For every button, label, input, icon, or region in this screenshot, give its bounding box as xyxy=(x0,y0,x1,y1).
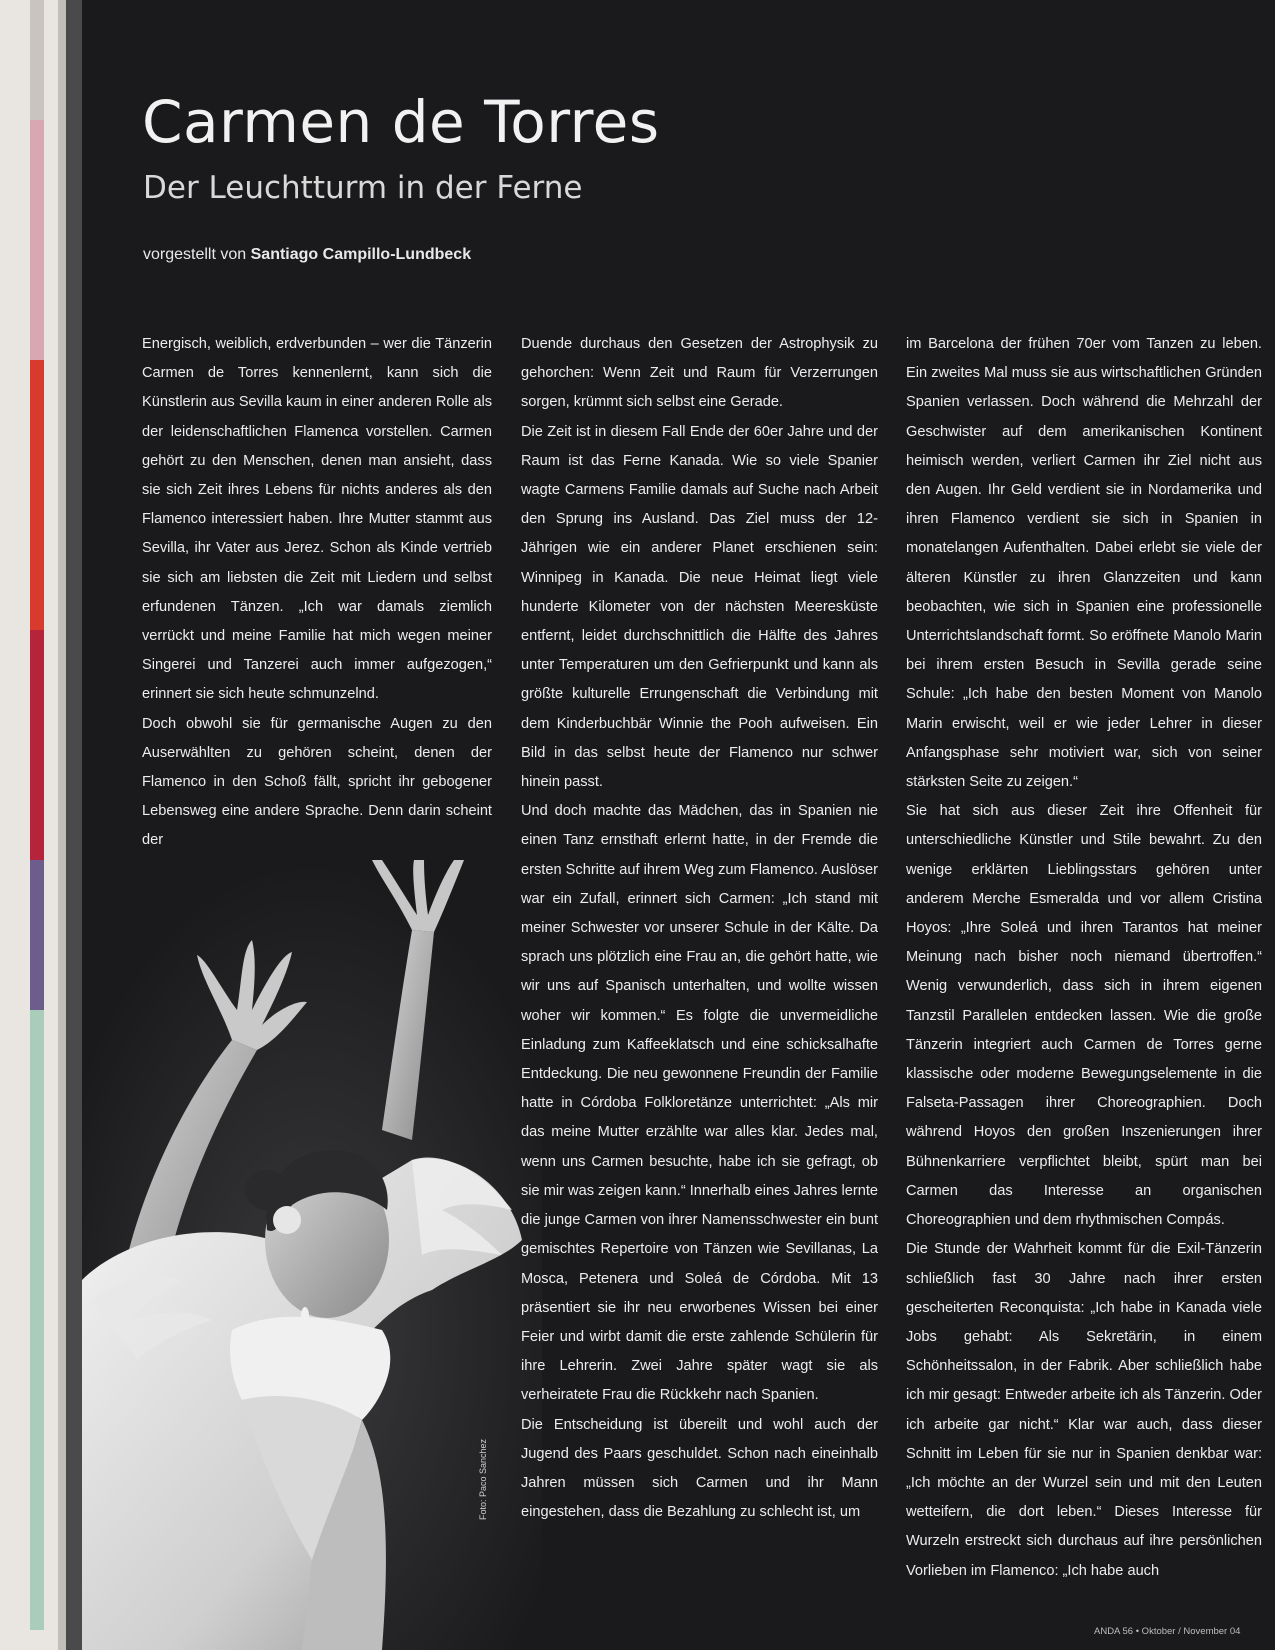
paragraph: Doch obwohl sie für germanische Augen zu den Auserwählten zu gehören scheint, denen der Flamenco in den Schoß fällt, spricht ihr gebogener Lebensweg eine andere Sprache. Denn darin scheint der xyxy=(142,715,492,849)
paragraph: Die Entscheidung ist übereilt und wohl auch der Jugend des Paars geschuldet. Schon nach eineinhalb Jahren müssen sich Carmen und ihr Mann eingestehen, dass die Bezahlung zu schlecht ist, um xyxy=(521,1416,878,1521)
page-footer: ANDA 56 • Oktober / November 04 xyxy=(1094,1626,1241,1637)
article-column-3 xyxy=(906,330,1262,1586)
spine-band xyxy=(30,1010,44,1630)
byline xyxy=(143,246,471,264)
spine-band xyxy=(30,630,44,860)
dancer-photo xyxy=(82,860,542,1650)
article-column-1 xyxy=(142,330,492,856)
byline-author: Santiago Campillo-Lundbeck xyxy=(250,246,472,263)
spine-band xyxy=(30,360,44,630)
page-edge xyxy=(58,0,66,1650)
paragraph: Sie hat sich aus dieser Zeit ihre Offenheit für unterschiedliche Künstler und Stile bewahrt. Zu den wenige erklärten Lieblingsstars gehören unter anderem Merche Esmeralda und vor allem Cristina Hoyos: „Ihre Soleá und ihren Tarantos hat meiner Meinung nach bisher noch niemand übertroffen.“ Wenig verwunderlich, dass sich in ihrem eigenen Tanzstil Parallelen entdecken lassen. Wie die große Tänzerin integriert auch Carmen de Torres gerne klassische oder moderne Bewegungselemente in die Falseta-Passagen ihrer Choreographien. Doch während Hoyos den großen Inszenierungen ihrer Bühnenkarriere verpflichtet bleibt, spürt man bei Carmen das Interesse an organischen Choreographien und dem rhythmischen Compás. xyxy=(906,803,1262,1229)
page-binding xyxy=(0,0,82,1650)
spine-band xyxy=(30,120,44,360)
article-subtitle: Der Leuchtturm in der Ferne xyxy=(143,170,583,206)
paragraph: Duende durchaus den Gesetzen der Astrophysik zu gehorchen: Wenn Zeit und Raum für Verzerrungen sorgen, krümmt sich selbst eine Gerade. xyxy=(521,336,878,411)
paragraph: Und doch machte das Mädchen, das in Spanien nie einen Tanz ernsthaft erlernt hatte, in der Fremde die ersten Schritte auf ihrem Weg zum Flamenco. Auslöser war ein Zufall, erinnert sich Carmen: „Ich stand mit meiner Schwester vor unserer Schule in der Kälte. Da sprach uns plötzlich eine Frau an, die gehört hatte, wie wir uns auf Spanisch unterhalten, und wollte wissen woher wir kommen.“ Es folgte die unvermeidliche Einladung zum Kaffeeklatsch und eine schicksalhafte Entdeckung. Die neu gewonnene Freundin der Familie hatte in Córdoba Folkloretänze unterrichtet: „Als mir das meine Mutter erzählte war alles klar. Jedes mal, wenn uns Carmen besuchte, habe ich sie gefragt, ob sie mir was zeigen kann.“ Innerhalb eines Jahres lernte die junge Carmen von ihrer Namensschwester ein bunt gemischtes Repertoire von Tänzen wie Sevillanas, La Mosca, Petenera und Soleá de Córdoba. Mit 13 präsentiert sie ihr neu erworbenes Wissen bei einer Feier und wirbt damit die erste zahlende Schülerin für ihre Lehrerin. Zwei Jahre später wagt sie als verheiratete Frau die Rückkehr nach Spanien. xyxy=(521,803,878,1404)
paragraph: Energisch, weiblich, erdverbunden – wer die Tänzerin Carmen de Torres kennenlernt, kann sich die Künstlerin aus Sevilla kaum in einer anderen Rolle als der leidenschaftlichen Flamenca vorstellen. Carmen gehört zu den Menschen, denen man ansieht, dass sie sich Zeit ihres Lebens für nichts anderes als den Flamenco interessiert haben. Ihre Mutter stammt aus Sevilla, ihr Vater aus Jerez. Schon als Kinde vertrieb sie sich am liebsten die Zeit mit Liedern und selbst erfundenen Tänzen. „Ich war damals ziemlich verrückt und meine Familie hat mich wegen meiner Singerei und Tanzerei auch immer aufgezogen,“ erinnert sie sich heute schmunzelnd. xyxy=(142,336,492,703)
paragraph: im Barcelona der frühen 70er vom Tanzen zu leben. Ein zweites Mal muss sie aus wirtschaftlichen Gründen Spanien verlassen. Doch während die Mehrzahl der Geschwister auf dem amerikanischen Kontinent heimisch werden, verliert Carmen ihr Ziel nicht aus den Augen. Ihr Geld verdient sie in Nordamerika und ihren Flamenco verdient sie sich in Spanien in monatelangen Aufenthalten. Dabei erlebt sie viele der älteren Künstler zu ihren Glanzzeiten und kann beobachten, wie sich in Spanien eine professionelle Unterrichtslandschaft formt. So eröffnete Manolo Marin bei ihrem ersten Besuch in Sevilla gerade seine Schule: „Ich habe den besten Moment von Manolo Marin erwischt, weil er wie jeder Lehrer in dieser Anfangsphase sehr motiviert war, sich von seiner stärksten Seite zu zeigen.“ xyxy=(906,336,1262,791)
article-column-2 xyxy=(521,330,878,1527)
paragraph: Die Stunde der Wahrheit kommt für die Exil-Tänzerin schließlich fast 30 Jahre nach ihrer ersten gescheiterten Reconquista: „Ich habe in Kanada viele Jobs gehabt: Als Sekretärin, in einem Schönheitssalon, in der Fabrik. Aber schließlich habe ich mir gesagt: Entweder arbeite ich als Tänzerin. Oder ich arbeite gar nicht.“ Klar war auch, dass dieser Schnitt im Leben für sie nur in Spanien denkbar war: „Ich möchte an der Wurzel sein und mit den Leuten wetteifern, die dort leben.“ Dieses Interesse für Wurzeln erstreckt sich durchaus auf ihre persönlichen Vorlieben im Flamenco: „Ich habe auch xyxy=(906,1241,1262,1579)
paragraph: Die Zeit ist in diesem Fall Ende der 60er Jahre und der Raum ist das Ferne Kanada. Wie so viele Spanier wagte Carmens Familie damals auf Suche nach Arbeit den Sprung ins Ausland. Das Ziel muss der 12-Jährigen wie ein anderer Planet erschienen sein: Winnipeg in Kanada. Die neue Heimat liegt viele hunderte Kilometer von der nächsten Meeresküste entfernt, leidet durchschnittlich die Hälfte des Jahres unter Temperaturen um den Gefrierpunkt und kann als größte kulturelle Errungenschaft die Verbindung mit dem Kinderbuchbär Winnie the Pooh aufweisen. Ein Bild in das selbst heute der Flamenco nur schwer hinein passt. xyxy=(521,423,878,791)
byline-prefix: vorgestellt von xyxy=(143,246,247,263)
spine-band xyxy=(30,860,44,1010)
spine-band xyxy=(30,0,44,120)
photo-credit: Foto: Paco Sanchez xyxy=(478,1438,488,1520)
article-title: Carmen de Torres xyxy=(142,88,660,156)
page-edge-shadow xyxy=(66,0,82,1650)
